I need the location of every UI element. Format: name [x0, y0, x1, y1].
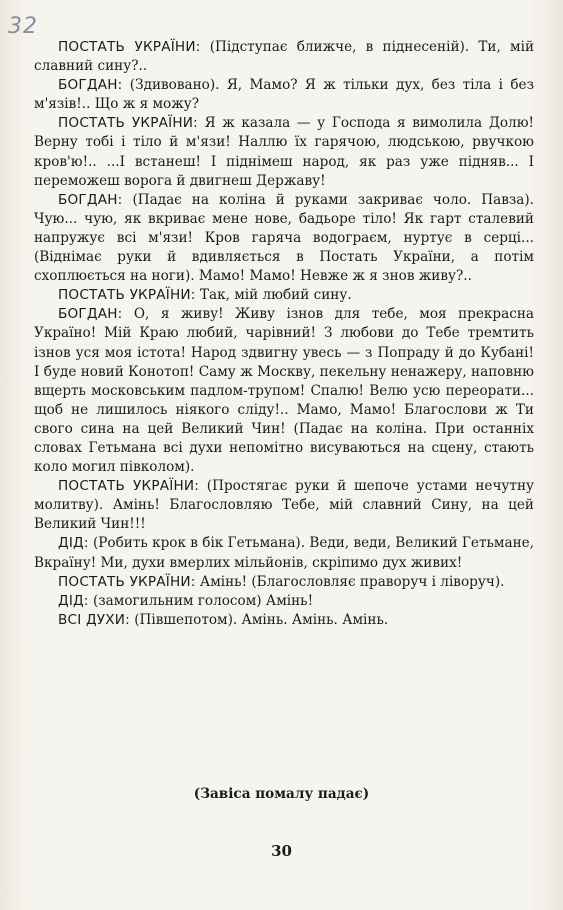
- speaker-name: ДІД:: [58, 535, 89, 552]
- speaker-name: БОГДАН:: [58, 191, 123, 208]
- speaker-name: ДІД:: [58, 592, 89, 609]
- paragraph-text: Так, мій любий сину.: [195, 287, 352, 304]
- handwritten-page-number: 32: [8, 14, 38, 39]
- paragraph: [34, 114, 534, 190]
- paragraph: [34, 477, 534, 534]
- paragraph-text: (Півшепотом). Амінь. Амінь. Амінь.: [129, 611, 389, 628]
- paragraph: [34, 76, 534, 114]
- paragraph: [34, 286, 534, 305]
- paragraph: [34, 38, 534, 76]
- paragraph: [34, 592, 534, 611]
- speaker-name: ПОСТАТЬ УКРАЇНИ:: [58, 115, 198, 132]
- paragraph-text: (замогильним голосом) Амінь!: [88, 592, 314, 609]
- paragraph-text: Амінь! (Благословляє праворуч і ліворуч).: [195, 573, 505, 590]
- speaker-name: ПОСТАТЬ УКРАЇНИ:: [58, 39, 201, 55]
- paragraph-text: (Здивовано). Я, Мамо? Я ж тільки дух, без тіла і без м'язів!.. Що ж я можу?: [34, 77, 534, 113]
- play-text: [34, 38, 534, 630]
- page-number: 30: [271, 842, 292, 860]
- paragraph-text: (Підступає ближче, в піднесеній). Ти, мій славний сину?..: [34, 39, 535, 75]
- paragraph: [34, 611, 534, 630]
- speaker-name: ПОСТАТЬ УКРАЇНИ:: [58, 478, 200, 495]
- speaker-name: БОГДАН:: [58, 77, 123, 94]
- paragraph: [34, 573, 534, 592]
- paragraph-text: О, я живу! Живу ізнов для тебе, моя прекрасна Україно! Мій Краю любий, чарівний! З любови до Тебе тремтить ізнов уся моя істота! Народ здвигну увесь — з Попраду й до Кубані! І буде новий Конотоп! Саму ж Москву, пекельну ненажеру, наповню вщерть московським падлом-трупом! Спалю! Велю усю переорати... щоб не лишилось ніякого сліду!.. Мамо, Мамо! Благослови ж Ти свого сина на цей Великий Чин! (Падає на коліна. При останніх словах Гетьмана всі духи непомітно висуваються на сцену, стають коло могил півколом).: [34, 306, 534, 476]
- speaker-name: ПОСТАТЬ УКРАЇНИ:: [58, 287, 196, 304]
- paragraph: [34, 191, 534, 286]
- paragraph-text: Я ж казала — у Господа я вимолила Долю! Верну тобі і тіло й м'язи! Наллю їх гарячою, людською, рвучкою кров'ю!.. ...І встанеш! І піднімеш народ, як раз уже підняв... І переможеш ворога й двигнеш Державу!: [34, 115, 534, 189]
- paragraph: [34, 305, 534, 477]
- paragraph-text: (Робить крок в бік Гетьмана). Веди, веди, Великий Гетьмане, Вкраїну! Ми, духи вмерлих мільйонів, скріпимо дух живих!: [34, 535, 534, 571]
- speaker-name: ВСІ ДУХИ:: [58, 611, 130, 628]
- paragraph-text: (Простягає руки й шепоче устами нечутну молитву). Амінь! Благословляю Тебе, мій славний Сину, на цей Великий Чин!!!: [34, 478, 535, 533]
- speaker-name: БОГДАН:: [58, 306, 123, 323]
- paragraph: [34, 534, 534, 572]
- closing-stage-direction: (Завіса помалу падає): [193, 786, 370, 802]
- speaker-name: ПОСТАТЬ УКРАЇНИ:: [58, 573, 196, 590]
- paragraph-text: (Падає на коліна й руками закриває чоло. Павза). Чую... чую, як вкриває мене нове, бадьоре тіло! Як гарт сталевий напружує всі м'язи! Кров гаряча водограєм, нуртує в серці... (Віднімає руки й вдивляється в Постать України, а потім схоплюється на ноги). Мамо! Мамо! Невже ж я знов живу?..: [34, 191, 534, 285]
